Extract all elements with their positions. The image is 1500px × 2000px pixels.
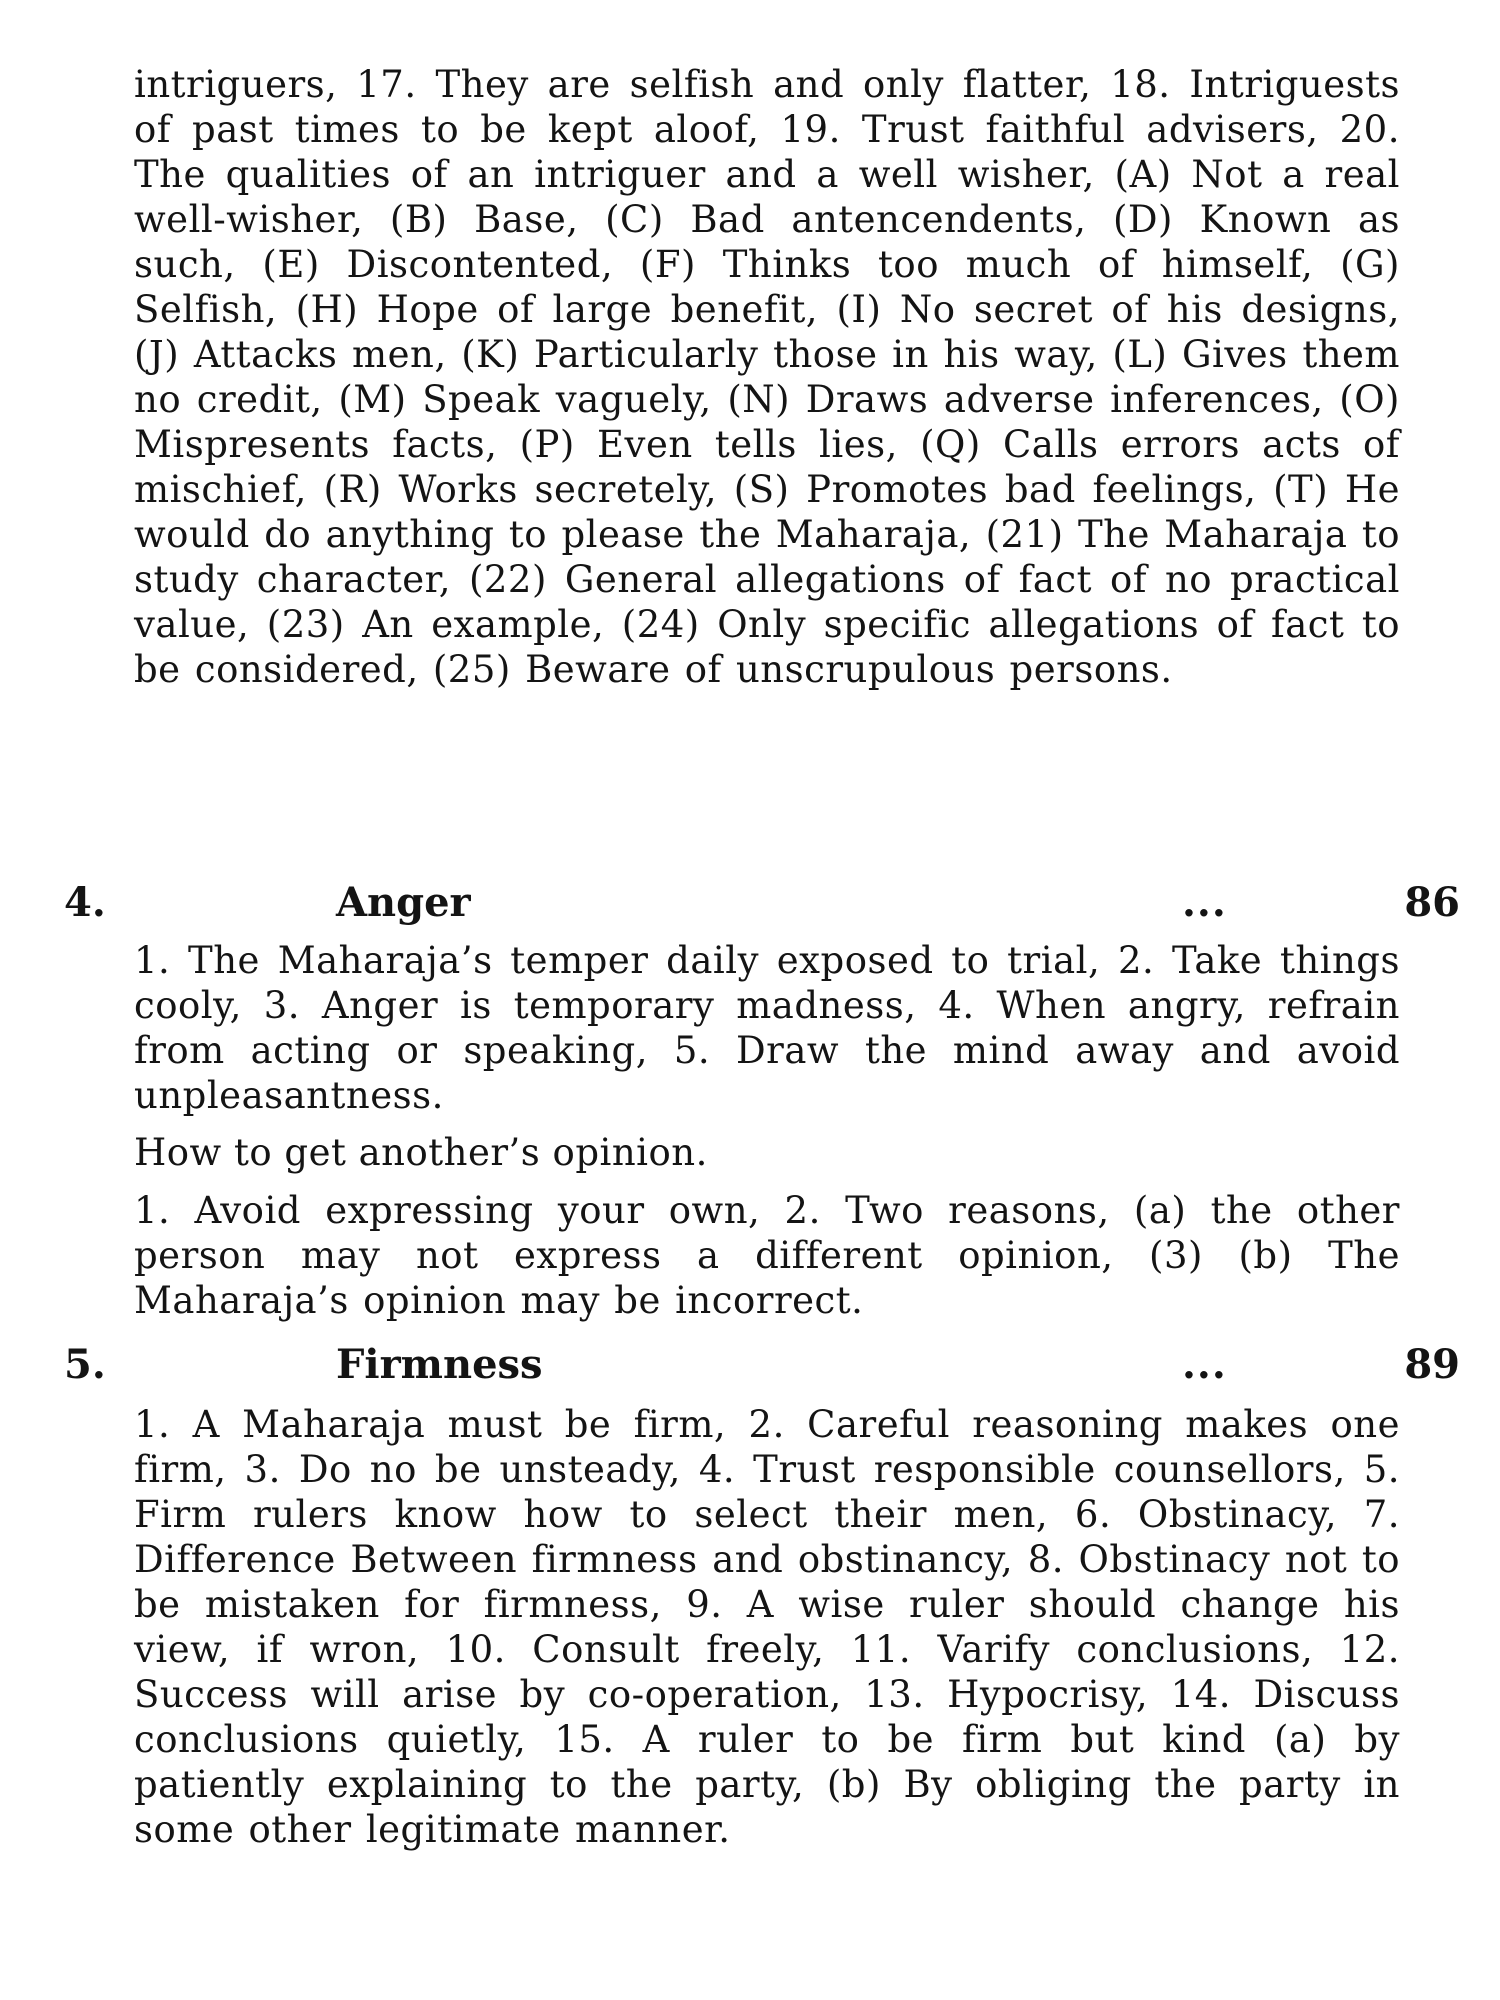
page-number: 86: [1404, 879, 1460, 926]
section-heading-firmness: [0, 1340, 1500, 1390]
section-heading-anger: [0, 878, 1500, 928]
section-number: 4.: [64, 879, 106, 926]
section-title: Firmness: [336, 1341, 543, 1388]
firmness-paragraph: 1. A Maharaja must be firm, 2. Careful reasoning makes one firm, 3. Do no be unsteady, 4. Trust responsible counsellors, 5. Firm rulers know how to select their men, 6. Obstinacy, 7. Difference Between firmness and obstinancy, 8. Obstinacy not to be mistaken for firmness, 9. A wise ruler should change his view, if wron, 10. Consult freely, 11. Varify conclusions, 12. Success will arise by co-operation, 13. Hypocrisy, 14. Discuss conclusions quietly, 15. A ruler to be firm but kind (a) by patiently explaining to the party, (b) By obliging the party in some other legitimate manner.: [134, 1403, 1400, 1851]
anger-opinion-paragraph: 1. Avoid expressing your own, 2. Two reasons, (a) the other person may not express a different opinion, (3) (b) The Maharaja’s opinion may be incorrect.: [134, 1189, 1400, 1322]
anger-paragraph: 1. The Maharaja’s temper daily exposed to trial, 2. Take things cooly, 3. Anger is temporary madness, 4. When angry, refrain from acting or speaking, 5. Draw the mind away and avoid unpleasantness.: [134, 939, 1400, 1117]
leader-dots: ...: [1182, 1341, 1227, 1388]
section-title: Anger: [336, 879, 471, 926]
page-number: 89: [1404, 1341, 1460, 1388]
intro-paragraph: intriguers, 17. They are selfish and only flatter, 18. Intriguests of past times to be kept aloof, 19. Trust faithful advisers, 20. The qualities of an intriguer and a well wisher, (A) Not a real well-wisher, (B) Base, (C) Bad antencendents, (D) Known as such, (E) Discontented, (F) Thinks too much of himself, (G) Selfish, (H) Hope of large benefit, (I) No secret of his designs, (J) Attacks men, (K) Particularly those in his way, (L) Gives them no credit, (M) Speak vaguely, (N) Draws adverse inferences, (O) Mispresents facts, (P) Even tells lies, (Q) Calls errors acts of mischief, (R) Works secretely, (S) Promotes bad feelings, (T) He would do anything to please the Maharaja, (21) The Maharaja to study character, (22) General allegations of fact of no practical value, (23) An example, (24) Only specific allegations of fact to be considered, (25) Beware of unscrupulous persons.: [134, 63, 1400, 691]
leader-dots: ...: [1182, 879, 1227, 926]
section-number: 5.: [64, 1341, 106, 1388]
anger-subheading: How to get another’s opinion.: [134, 1131, 708, 1174]
